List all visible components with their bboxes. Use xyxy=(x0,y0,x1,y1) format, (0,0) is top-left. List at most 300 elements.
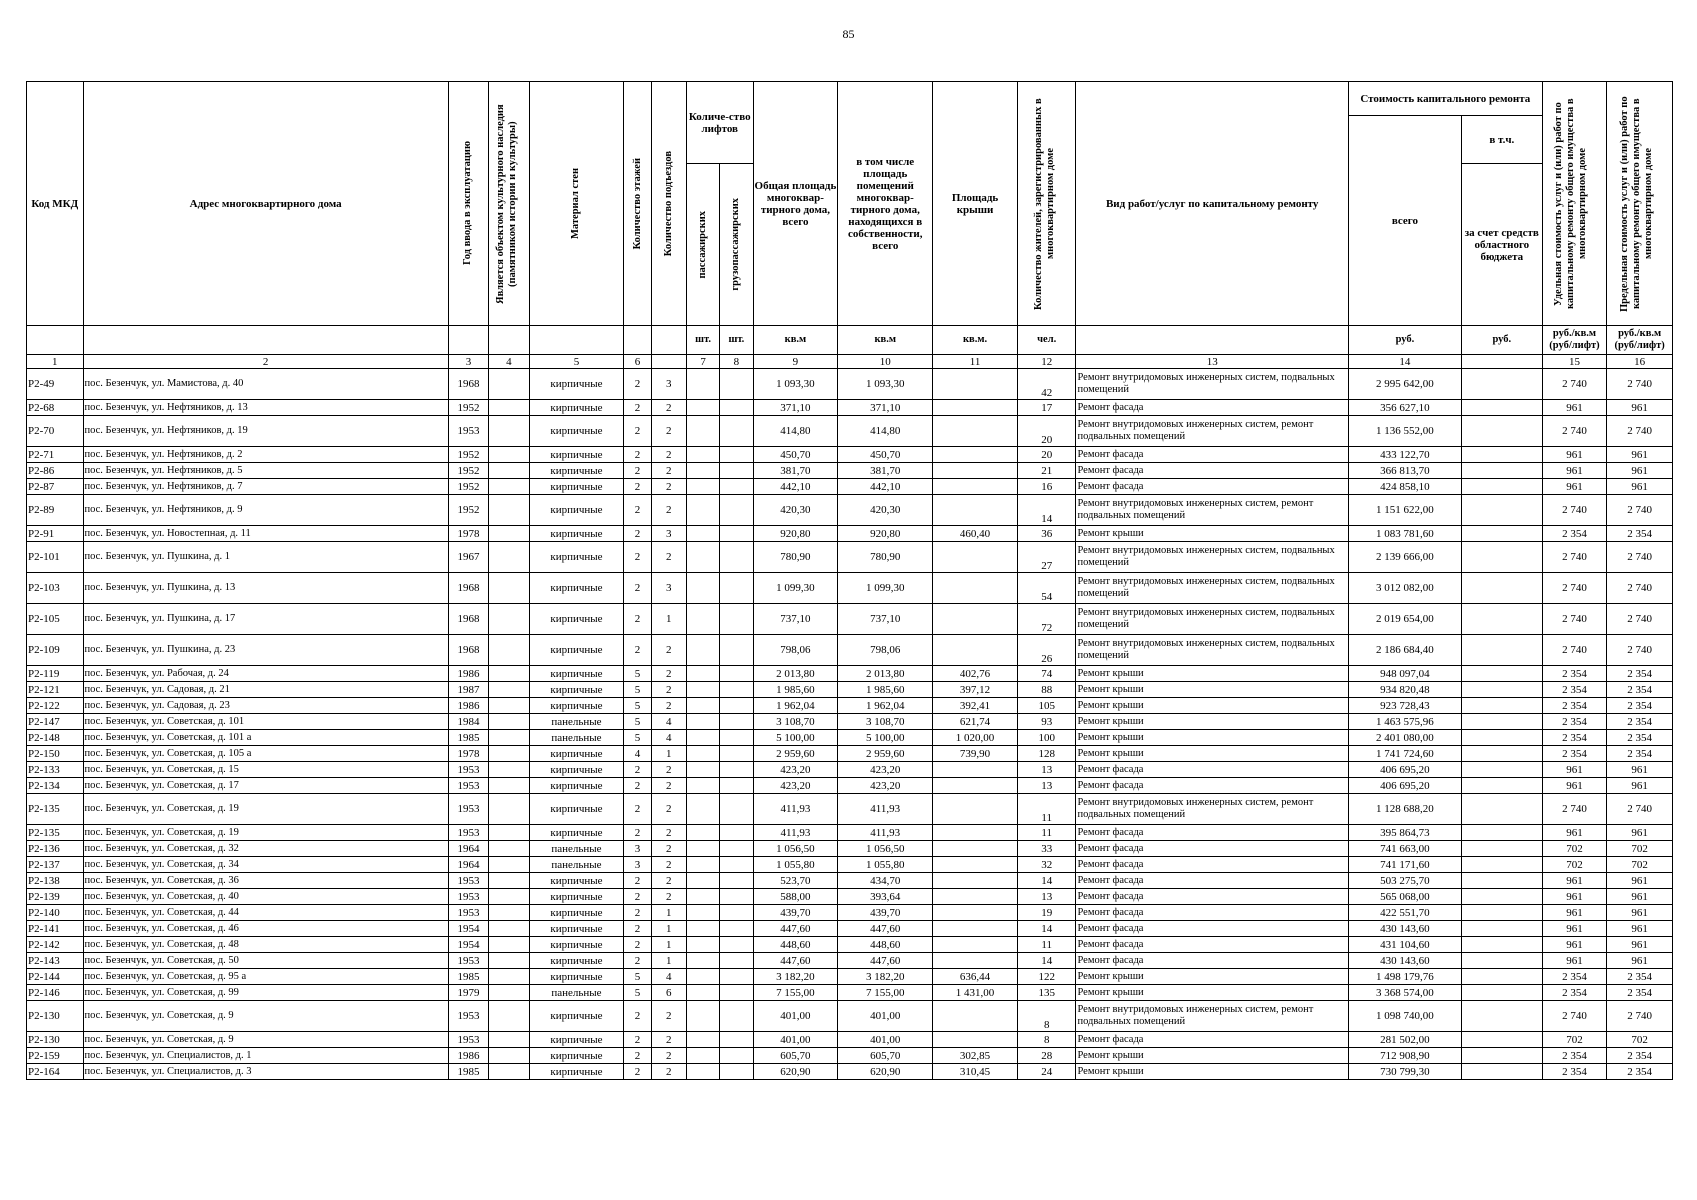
unit-cost: 2 740 xyxy=(1542,635,1607,666)
roof-area: 1 431,00 xyxy=(933,985,1018,1001)
address: пос. Безенчук, ул. Садовая, д. 23 xyxy=(83,698,448,714)
mkd-code: Р2-86 xyxy=(27,463,84,479)
work-type: Ремонт фасада xyxy=(1076,778,1348,794)
address: пос. Безенчук, ул. Нефтяников, д. 2 xyxy=(83,447,448,463)
total-area: 2 013,80 xyxy=(753,666,838,682)
residents: 13 xyxy=(1017,889,1076,905)
residents: 28 xyxy=(1017,1048,1076,1064)
total-area: 401,00 xyxy=(753,1032,838,1048)
residents: 14 xyxy=(1017,495,1076,526)
entrances: 2 xyxy=(651,825,686,841)
empty-cell xyxy=(489,1048,529,1064)
mkd-code: Р2-119 xyxy=(27,666,84,682)
empty-cell xyxy=(1461,730,1542,746)
unit-cost: 961 xyxy=(1542,953,1607,969)
roof-area xyxy=(933,416,1018,447)
table-row xyxy=(27,635,1673,666)
wall-material: кирпичные xyxy=(529,400,624,416)
header-cost: Стоимость капитального ремонта xyxy=(1348,82,1542,116)
roof-area xyxy=(933,841,1018,857)
residents: 8 xyxy=(1017,1001,1076,1032)
residents: 16 xyxy=(1017,479,1076,495)
column-number: 16 xyxy=(1607,355,1673,369)
total-area: 7 155,00 xyxy=(753,985,838,1001)
roof-area: 392,41 xyxy=(933,698,1018,714)
entrances: 1 xyxy=(651,604,686,635)
limit-cost: 2 354 xyxy=(1607,969,1673,985)
header-lifts-cargo: грузопассажирских xyxy=(720,164,753,326)
floors: 5 xyxy=(624,969,651,985)
empty-cell xyxy=(686,953,719,969)
table-row xyxy=(27,730,1673,746)
wall-material: кирпичные xyxy=(529,416,624,447)
empty-cell xyxy=(1461,604,1542,635)
empty-cell xyxy=(720,825,753,841)
column-number: 2 xyxy=(83,355,448,369)
empty-cell xyxy=(1461,937,1542,953)
owned-area: 1 056,50 xyxy=(838,841,933,857)
cost-total: 934 820,48 xyxy=(1348,682,1461,698)
year-built: 1964 xyxy=(448,841,488,857)
roof-area xyxy=(933,495,1018,526)
roof-area xyxy=(933,953,1018,969)
empty-cell xyxy=(489,542,529,573)
empty-cell xyxy=(686,369,719,400)
empty-cell xyxy=(686,604,719,635)
entrances: 2 xyxy=(651,635,686,666)
empty-cell xyxy=(489,400,529,416)
empty-cell xyxy=(1461,666,1542,682)
wall-material: кирпичные xyxy=(529,573,624,604)
total-area: 3 182,20 xyxy=(753,969,838,985)
floors: 2 xyxy=(624,542,651,573)
owned-area: 920,80 xyxy=(838,526,933,542)
residents: 14 xyxy=(1017,921,1076,937)
unit-cost: 2 740 xyxy=(1542,1001,1607,1032)
empty-cell xyxy=(1461,1001,1542,1032)
empty-cell xyxy=(489,573,529,604)
address: пос. Безенчук, ул. Пушкина, д. 1 xyxy=(83,542,448,573)
year-built: 1953 xyxy=(448,762,488,778)
empty-cell xyxy=(489,905,529,921)
empty-cell xyxy=(489,778,529,794)
owned-area: 393,64 xyxy=(838,889,933,905)
table-row xyxy=(27,905,1673,921)
empty-cell xyxy=(489,682,529,698)
cost-total: 433 122,70 xyxy=(1348,447,1461,463)
work-type: Ремонт крыши xyxy=(1076,666,1348,682)
work-type: Ремонт фасада xyxy=(1076,889,1348,905)
empty-cell xyxy=(720,1001,753,1032)
wall-material: кирпичные xyxy=(529,746,624,762)
empty-cell xyxy=(489,762,529,778)
empty-cell xyxy=(686,841,719,857)
work-type: Ремонт крыши xyxy=(1076,1064,1348,1080)
total-area: 1 962,04 xyxy=(753,698,838,714)
work-type: Ремонт крыши xyxy=(1076,526,1348,542)
owned-area: 1 985,60 xyxy=(838,682,933,698)
empty-cell xyxy=(489,841,529,857)
table-row xyxy=(27,969,1673,985)
entrances: 2 xyxy=(651,873,686,889)
owned-area: 371,10 xyxy=(838,400,933,416)
owned-area: 1 055,80 xyxy=(838,857,933,873)
cost-total: 2 995 642,00 xyxy=(1348,369,1461,400)
year-built: 1984 xyxy=(448,714,488,730)
unit-cost: 961 xyxy=(1542,873,1607,889)
empty-cell xyxy=(686,714,719,730)
cost-total: 431 104,60 xyxy=(1348,937,1461,953)
empty-cell xyxy=(1461,794,1542,825)
entrances: 2 xyxy=(651,1032,686,1048)
empty-cell xyxy=(1461,985,1542,1001)
header-lifts-pass: пассажирских xyxy=(686,164,719,326)
wall-material: панельные xyxy=(529,841,624,857)
mkd-code: Р2-68 xyxy=(27,400,84,416)
empty-cell xyxy=(1461,762,1542,778)
wall-material: кирпичные xyxy=(529,905,624,921)
table-row xyxy=(27,714,1673,730)
total-area: 371,10 xyxy=(753,400,838,416)
empty-cell xyxy=(720,479,753,495)
empty-cell xyxy=(686,921,719,937)
wall-material: кирпичные xyxy=(529,682,624,698)
owned-area: 798,06 xyxy=(838,635,933,666)
cost-total: 712 908,90 xyxy=(1348,1048,1461,1064)
table-row xyxy=(27,794,1673,825)
empty-cell xyxy=(686,1032,719,1048)
empty-cell xyxy=(686,873,719,889)
unit-pcs: шт. xyxy=(720,326,753,355)
empty-cell xyxy=(686,905,719,921)
cost-total: 356 627,10 xyxy=(1348,400,1461,416)
residents: 8 xyxy=(1017,1032,1076,1048)
unit-cost: 2 740 xyxy=(1542,573,1607,604)
owned-area: 5 100,00 xyxy=(838,730,933,746)
work-type: Ремонт фасада xyxy=(1076,921,1348,937)
empty-cell xyxy=(720,1064,753,1080)
empty-cell xyxy=(1461,778,1542,794)
empty-cell xyxy=(686,969,719,985)
work-type: Ремонт фасада xyxy=(1076,762,1348,778)
entrances: 3 xyxy=(651,369,686,400)
table-row xyxy=(27,953,1673,969)
empty-cell xyxy=(1461,463,1542,479)
table-row xyxy=(27,762,1673,778)
empty-cell xyxy=(489,1064,529,1080)
empty-cell xyxy=(1461,1064,1542,1080)
address: пос. Безенчук, ул. Советская, д. 99 xyxy=(83,985,448,1001)
unit-cost: 961 xyxy=(1542,778,1607,794)
unit-cost: 961 xyxy=(1542,905,1607,921)
address: пос. Безенчук, ул. Советская, д. 50 xyxy=(83,953,448,969)
empty-cell xyxy=(1461,542,1542,573)
empty-cell xyxy=(686,857,719,873)
entrances: 2 xyxy=(651,762,686,778)
year-built: 1953 xyxy=(448,953,488,969)
limit-cost: 2 354 xyxy=(1607,746,1673,762)
unit-cost: 2 740 xyxy=(1542,416,1607,447)
owned-area: 448,60 xyxy=(838,937,933,953)
cost-total: 2 139 666,00 xyxy=(1348,542,1461,573)
table-row xyxy=(27,985,1673,1001)
table-row xyxy=(27,889,1673,905)
empty-cell xyxy=(720,937,753,953)
roof-area: 460,40 xyxy=(933,526,1018,542)
floors: 2 xyxy=(624,526,651,542)
empty-cell xyxy=(1461,889,1542,905)
total-area: 423,20 xyxy=(753,778,838,794)
wall-material: кирпичные xyxy=(529,873,624,889)
year-built: 1952 xyxy=(448,400,488,416)
table-row xyxy=(27,778,1673,794)
roof-area xyxy=(933,825,1018,841)
table-row xyxy=(27,463,1673,479)
address: пос. Безенчук, ул. Нефтяников, д. 13 xyxy=(83,400,448,416)
empty-cell xyxy=(489,825,529,841)
header-residents: Количество жителей, зарегистрированных в многоквартирном доме xyxy=(1017,82,1076,326)
entrances: 1 xyxy=(651,937,686,953)
mkd-code: Р2-109 xyxy=(27,635,84,666)
floors: 2 xyxy=(624,604,651,635)
floors: 2 xyxy=(624,495,651,526)
floors: 2 xyxy=(624,1032,651,1048)
empty-cell xyxy=(720,542,753,573)
total-area: 1 099,30 xyxy=(753,573,838,604)
column-number xyxy=(651,355,686,369)
floors: 3 xyxy=(624,857,651,873)
unit-rub-sqm: руб./кв.м (руб/лифт) xyxy=(1607,326,1673,355)
table-row xyxy=(27,1032,1673,1048)
residents: 74 xyxy=(1017,666,1076,682)
empty-cell xyxy=(720,778,753,794)
empty-cell xyxy=(720,746,753,762)
mkd-code: Р2-147 xyxy=(27,714,84,730)
floors: 2 xyxy=(624,463,651,479)
unit-cost: 961 xyxy=(1542,479,1607,495)
empty-cell xyxy=(686,1064,719,1080)
column-number: 14 xyxy=(1348,355,1461,369)
empty-cell xyxy=(720,463,753,479)
entrances: 4 xyxy=(651,714,686,730)
mkd-code: Р2-103 xyxy=(27,573,84,604)
limit-cost: 961 xyxy=(1607,889,1673,905)
residents: 54 xyxy=(1017,573,1076,604)
table-row xyxy=(27,857,1673,873)
total-area: 381,70 xyxy=(753,463,838,479)
unit-cost: 2 354 xyxy=(1542,714,1607,730)
owned-area: 434,70 xyxy=(838,873,933,889)
empty-cell xyxy=(489,416,529,447)
table-row xyxy=(27,573,1673,604)
header-work: Вид работ/услуг по капитальному ремонту xyxy=(1076,82,1348,326)
empty-cell xyxy=(1461,873,1542,889)
owned-area: 423,20 xyxy=(838,762,933,778)
empty-cell xyxy=(720,762,753,778)
empty-cell xyxy=(686,1001,719,1032)
wall-material: панельные xyxy=(529,857,624,873)
floors: 2 xyxy=(624,953,651,969)
empty-cell xyxy=(720,573,753,604)
empty-cell xyxy=(489,714,529,730)
total-area: 423,20 xyxy=(753,762,838,778)
floors: 2 xyxy=(624,400,651,416)
owned-area: 1 099,30 xyxy=(838,573,933,604)
roof-area xyxy=(933,857,1018,873)
year-built: 1953 xyxy=(448,889,488,905)
unit-cost: 961 xyxy=(1542,762,1607,778)
wall-material: кирпичные xyxy=(529,369,624,400)
wall-material: панельные xyxy=(529,714,624,730)
table-row xyxy=(27,495,1673,526)
limit-cost: 2 354 xyxy=(1607,714,1673,730)
empty-cell xyxy=(720,447,753,463)
cost-total: 741 171,60 xyxy=(1348,857,1461,873)
mkd-code: Р2-140 xyxy=(27,905,84,921)
column-number: 7 xyxy=(686,355,719,369)
empty-cell xyxy=(686,762,719,778)
unit-cost: 961 xyxy=(1542,400,1607,416)
empty-cell xyxy=(720,889,753,905)
roof-area xyxy=(933,479,1018,495)
empty-cell xyxy=(720,841,753,857)
limit-cost: 961 xyxy=(1607,479,1673,495)
mkd-code: Р2-130 xyxy=(27,1032,84,1048)
cost-total: 422 551,70 xyxy=(1348,905,1461,921)
owned-area: 780,90 xyxy=(838,542,933,573)
unit-cost: 961 xyxy=(1542,447,1607,463)
empty-cell xyxy=(720,682,753,698)
entrances: 2 xyxy=(651,495,686,526)
empty-cell xyxy=(686,746,719,762)
floors: 2 xyxy=(624,921,651,937)
work-type: Ремонт фасада xyxy=(1076,857,1348,873)
wall-material: кирпичные xyxy=(529,604,624,635)
empty-cell xyxy=(1461,953,1542,969)
owned-area: 1 093,30 xyxy=(838,369,933,400)
empty-cell xyxy=(489,937,529,953)
limit-cost: 2 740 xyxy=(1607,794,1673,825)
limit-cost: 2 740 xyxy=(1607,369,1673,400)
table-row xyxy=(27,841,1673,857)
entrances: 1 xyxy=(651,746,686,762)
unit-sqm: кв.м xyxy=(753,326,838,355)
limit-cost: 2 354 xyxy=(1607,1064,1673,1080)
header-lifts: Количе-ство лифтов xyxy=(686,82,753,164)
residents: 13 xyxy=(1017,778,1076,794)
limit-cost: 2 354 xyxy=(1607,666,1673,682)
table-row xyxy=(27,825,1673,841)
owned-area: 401,00 xyxy=(838,1001,933,1032)
table-row xyxy=(27,542,1673,573)
roof-area xyxy=(933,921,1018,937)
address: пос. Безенчук, ул. Советская, д. 48 xyxy=(83,937,448,953)
total-area: 620,90 xyxy=(753,1064,838,1080)
empty-cell xyxy=(720,604,753,635)
floors: 2 xyxy=(624,369,651,400)
mkd-code: Р2-150 xyxy=(27,746,84,762)
floors: 2 xyxy=(624,905,651,921)
mkd-code: Р2-164 xyxy=(27,1064,84,1080)
total-area: 605,70 xyxy=(753,1048,838,1064)
table-row xyxy=(27,666,1673,682)
year-built: 1985 xyxy=(448,730,488,746)
empty-cell xyxy=(1461,447,1542,463)
wall-material: кирпичные xyxy=(529,921,624,937)
mkd-code: Р2-130 xyxy=(27,1001,84,1032)
floors: 3 xyxy=(624,841,651,857)
owned-area: 7 155,00 xyxy=(838,985,933,1001)
wall-material: кирпичные xyxy=(529,542,624,573)
work-type: Ремонт внутридомовых инженерных систем, подвальных помещений xyxy=(1076,542,1348,573)
entrances: 4 xyxy=(651,730,686,746)
mkd-code: Р2-144 xyxy=(27,969,84,985)
mkd-code: Р2-70 xyxy=(27,416,84,447)
wall-material: кирпичные xyxy=(529,666,624,682)
work-type: Ремонт крыши xyxy=(1076,698,1348,714)
work-type: Ремонт внутридомовых инженерных систем, подвальных помещений xyxy=(1076,635,1348,666)
roof-area xyxy=(933,1032,1018,1048)
owned-area: 450,70 xyxy=(838,447,933,463)
entrances: 4 xyxy=(651,969,686,985)
year-built: 1979 xyxy=(448,985,488,1001)
mkd-code: Р2-137 xyxy=(27,857,84,873)
header-roof-area: Площадь крыши xyxy=(933,82,1018,326)
address: пос. Безенчук, ул. Советская, д. 105 а xyxy=(83,746,448,762)
roof-area xyxy=(933,573,1018,604)
empty-cell xyxy=(489,495,529,526)
address: пос. Безенчук, ул. Нефтяников, д. 19 xyxy=(83,416,448,447)
empty-cell xyxy=(720,969,753,985)
cost-total: 395 864,73 xyxy=(1348,825,1461,841)
empty-cell xyxy=(720,730,753,746)
unit-cost: 961 xyxy=(1542,463,1607,479)
floors: 5 xyxy=(624,730,651,746)
entrances: 2 xyxy=(651,889,686,905)
entrances: 2 xyxy=(651,1001,686,1032)
entrances: 6 xyxy=(651,985,686,1001)
total-area: 2 959,60 xyxy=(753,746,838,762)
address: пос. Безенчук, ул. Советская, д. 101 xyxy=(83,714,448,730)
year-built: 1978 xyxy=(448,526,488,542)
year-built: 1986 xyxy=(448,1048,488,1064)
table-body xyxy=(27,369,1673,1080)
limit-cost: 2 740 xyxy=(1607,416,1673,447)
year-built: 1953 xyxy=(448,1032,488,1048)
total-area: 920,80 xyxy=(753,526,838,542)
residents: 24 xyxy=(1017,1064,1076,1080)
wall-material: кирпичные xyxy=(529,794,624,825)
owned-area: 447,60 xyxy=(838,953,933,969)
residents: 27 xyxy=(1017,542,1076,573)
unit-rub: руб. xyxy=(1348,326,1461,355)
unit-cost: 2 354 xyxy=(1542,666,1607,682)
cost-total: 430 143,60 xyxy=(1348,953,1461,969)
roof-area xyxy=(933,369,1018,400)
cost-total: 2 401 080,00 xyxy=(1348,730,1461,746)
wall-material: кирпичные xyxy=(529,969,624,985)
empty-cell xyxy=(686,447,719,463)
year-built: 1968 xyxy=(448,604,488,635)
mkd-code: Р2-134 xyxy=(27,778,84,794)
table-row xyxy=(27,526,1673,542)
unit-cost: 2 354 xyxy=(1542,969,1607,985)
roof-area: 302,85 xyxy=(933,1048,1018,1064)
residents: 17 xyxy=(1017,400,1076,416)
work-type: Ремонт крыши xyxy=(1076,985,1348,1001)
header-cost-incl: в т.ч. xyxy=(1461,116,1542,164)
wall-material: кирпичные xyxy=(529,762,624,778)
